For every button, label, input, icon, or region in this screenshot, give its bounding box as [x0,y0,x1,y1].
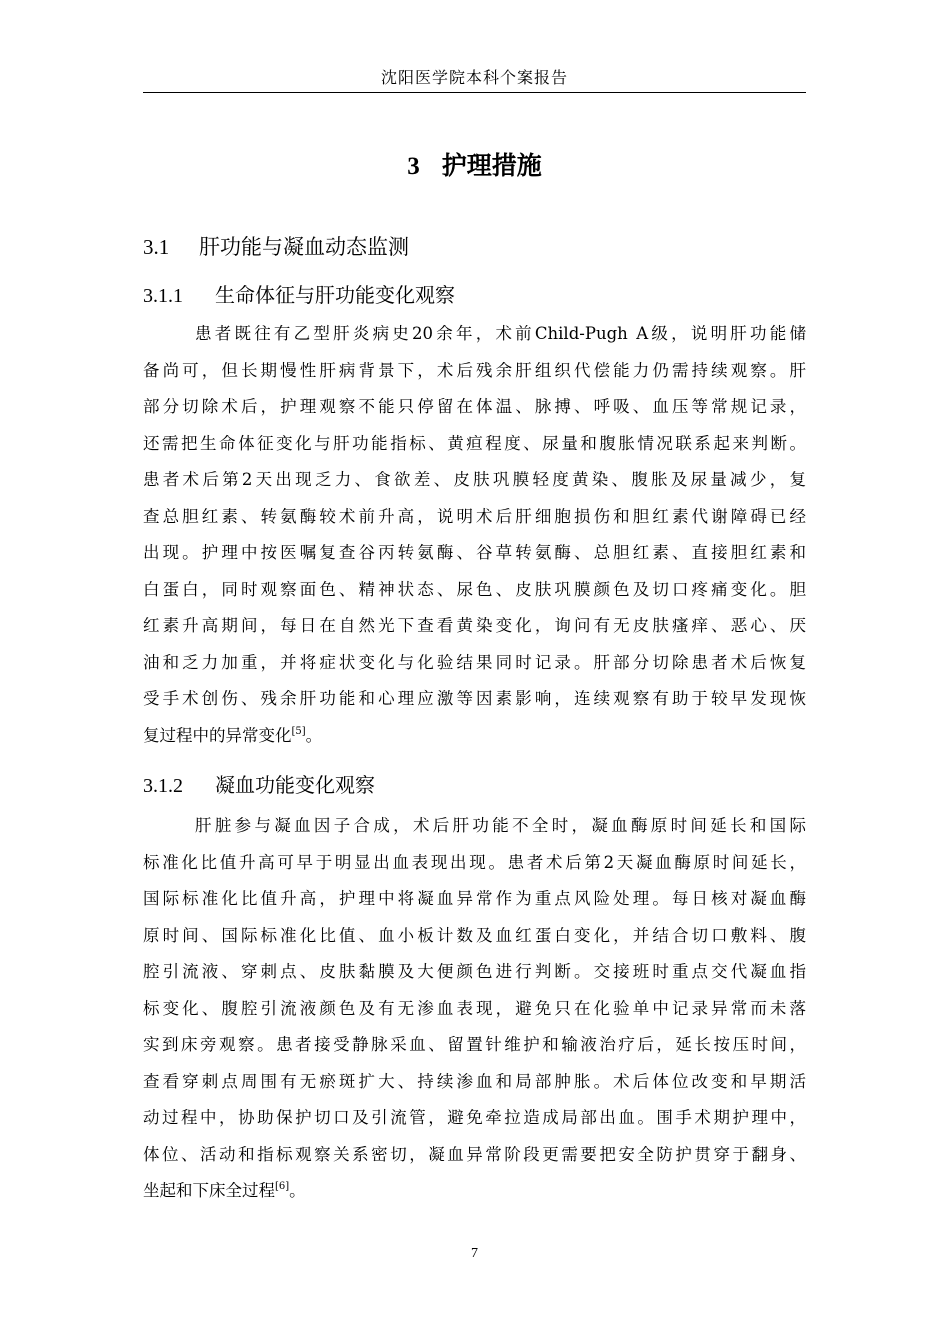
end-mark: 。 [305,725,323,745]
paragraph-line: 动过程中，协助保护切口及引流管，避免牵拉造成局部出血。围手术期护理中， [143,1108,806,1127]
paragraph-line-last [143,1173,806,1210]
paragraph-line: 实到床旁观察。患者接受静脉采血、留置针维护和输液治疗后，延长按压时间， [143,1035,806,1054]
section-number: 3.1 [143,235,170,259]
header-rule [143,92,806,93]
section-heading-3-1-2 [143,770,375,801]
paragraph-line: 患者既往有乙型肝炎病史20余年，术前Child-Pugh A级，说明肝功能储 [195,324,806,343]
paragraph-line: 备尚可，但长期慢性肝病背景下，术后残余肝组织代偿能力仍需持续观察。肝 [143,360,806,380]
section-title: 生命体征与肝功能变化观察 [215,283,455,307]
paragraph-line: 还需把生命体征变化与肝功能指标、黄疸程度、尿量和腹胀情况联系起来判断。 [143,433,806,453]
citation-marker: [6] [275,1181,290,1192]
paragraph-line: 出现。护理中按医嘱复查谷丙转氨酶、谷草转氨酶、总胆红素、直接胆红素和 [143,543,806,562]
section-title: 肝功能与凝血动态监测 [199,235,409,259]
paragraph-line: 油和乏力加重，并将症状变化与化验结果同时记录。肝部分切除患者术后恢复 [143,652,806,672]
paragraph-line-text: 坐起和下床全过程 [143,1181,275,1200]
paragraph-line: 患者术后第2天出现乏力、食欲差、皮肤巩膜轻度黄染、腹胀及尿量减少，复 [143,470,806,489]
paragraph-line: 肝脏参与凝血因子合成，术后肝功能不全时，凝血酶原时间延长和国际 [195,816,806,835]
chapter-title [143,148,806,185]
section-heading-3-1-1 [143,280,455,311]
running-header: 沈阳医学院本科个案报告 [380,68,568,87]
paragraph-vital-signs-liver-function [143,316,806,754]
paragraph-line: 查看穿刺点周围有无瘀斑扩大、持续渗血和局部肿胀。术后体位改变和早期活 [143,1071,806,1091]
page-number: 7 [471,1246,478,1261]
paragraph-line: 原时间、国际标准化比值、血小板计数及血红蛋白变化，并结合切口敷料、腹 [143,925,806,945]
paragraph-line: 体位、活动和指标观察关系密切，凝血异常阶段更需要把安全防护贯穿于翻身、 [143,1144,806,1164]
section-title: 凝血功能变化观察 [215,773,375,797]
section-heading-3-1 [143,232,409,262]
chapter-number: 3 [407,153,420,180]
paragraph-line: 腔引流液、穿刺点、皮肤黏膜及大便颜色进行判断。交接班时重点交代凝血指 [143,962,806,981]
section-number: 3.1.2 [143,775,183,797]
paragraph-coagulation [143,808,806,1210]
paragraph-line: 白蛋白，同时观察面色、精神状态、尿色、皮肤巩膜颜色及切口疼痛变化。胆 [143,579,806,599]
chapter-title-text: 护理措施 [441,151,542,180]
paragraph-line: 标变化、腹腔引流液颜色及有无渗血表现，避免只在化验单中记录异常而未落 [143,998,806,1018]
paragraph-line: 部分切除术后，护理观察不能只停留在体温、脉搏、呼吸、血压等常规记录， [143,397,806,416]
citation-marker: [5] [291,725,306,737]
paragraph-line: 受手术创伤、残余肝功能和心理应激等因素影响，连续观察有助于较早发现恢 [143,689,806,708]
paragraph-line: 红素升高期间，每日在自然光下查看黄染变化，询问有无皮肤瘙痒、恶心、厌 [143,616,806,635]
section-number: 3.1.1 [143,285,183,307]
paragraph-line-text: 复过程中的异常变化 [143,725,292,745]
paragraph-line-last [143,718,806,755]
end-mark: 。 [289,1181,306,1200]
paragraph-line: 国际标准化比值升高，护理中将凝血异常作为重点风险处理。每日核对凝血酶 [143,889,806,908]
paragraph-line: 查总胆红素、转氨酶较术前升高，说明术后肝细胞损伤和胆红素代谢障碍已经 [143,506,806,526]
paragraph-line: 标准化比值升高可早于明显出血表现出现。患者术后第2天凝血酶原时间延长， [143,852,806,872]
